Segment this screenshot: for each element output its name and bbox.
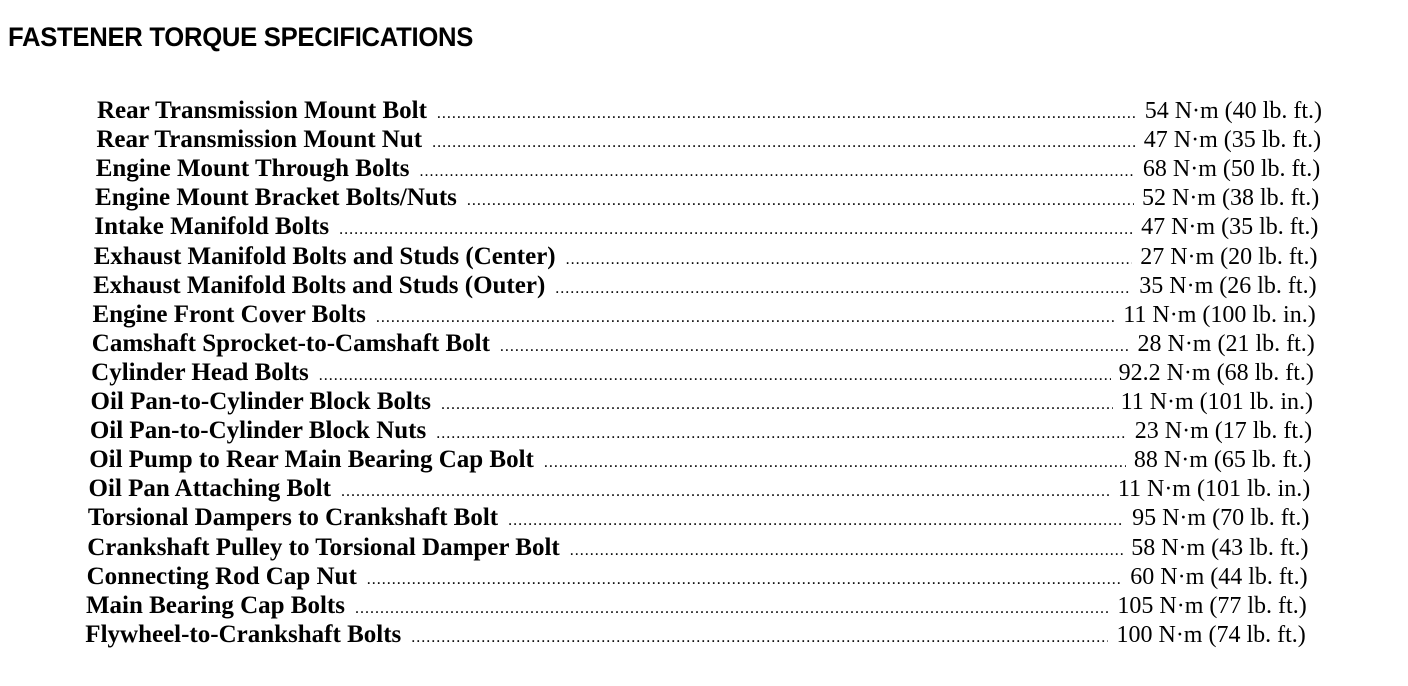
spec-value: 52 N·m (38 lb. ft.) [1141,185,1320,212]
spec-value: 11 N·m (101 lb. in.) [1117,476,1311,503]
spec-value: 60 N·m (44 lb. ft.) [1130,563,1308,590]
spec-value: 88 N·m (65 lb. ft.) [1133,447,1312,474]
spec-label: Engine Mount Through Bolts [95,155,410,183]
spec-label: Engine Front Cover Bolts [92,300,366,328]
dot-leader [437,105,1137,123]
spec-value: 105 N·m (77 lb. ft.) [1117,592,1307,619]
spec-row [96,155,1321,185]
dot-leader [376,309,1115,327]
spec-row [94,213,1318,243]
spec-value: 95 N·m (70 lb. ft.) [1132,505,1310,532]
dot-leader [570,542,1123,560]
spec-label: Intake Manifold Bolts [94,213,330,241]
spec-value: 11 N·m (101 lb. in.) [1120,389,1313,415]
spec-value: 47 N·m (35 lb. ft.) [1141,214,1319,241]
dot-leader [555,280,1131,298]
spec-row [88,504,1310,534]
spec-row [97,97,1322,127]
spec-label: Rear Transmission Mount Nut [96,126,423,154]
spec-value: 54 N·m (40 lb. ft.) [1144,98,1322,124]
spec-value: 28 N·m (21 lb. ft.) [1137,330,1315,357]
spec-label: Rear Transmission Mount Bolt [97,97,427,124]
spec-value: 27 N·m (20 lb. ft.) [1140,243,1318,270]
dot-leader [436,425,1127,443]
spec-row [86,592,1307,622]
spec-label: Camshaft Sprocket-to-Camshaft Bolt [91,329,490,357]
dot-leader [411,629,1108,647]
dot-leader [500,338,1130,356]
dot-leader [339,221,1133,239]
spec-row [89,475,1311,505]
spec-label: Exhaust Manifold Bolts and Studs (Center) [93,242,556,270]
dot-leader [432,134,1136,152]
spec-row [94,243,1318,273]
spec-value: 58 N·m (43 lb. ft.) [1131,534,1309,561]
spec-row [89,446,1311,476]
spec-value: 11 N·m (100 lb. in.) [1123,301,1316,328]
spec-row [95,184,1319,214]
spec-value: 92.2 N·m (68 lb. ft.) [1118,359,1314,386]
dot-leader [367,571,1123,589]
spec-label: Engine Mount Bracket Bolts/Nuts [95,184,457,212]
spec-row [92,330,1315,360]
dot-leader [467,192,1134,210]
dot-leader [419,163,1134,181]
spec-label: Connecting Rod Cap Nut [86,562,357,590]
page-title: FASTENER TORQUE SPECIFICATIONS [8,22,474,52]
spec-label: Flywheel-to-Crankshaft Bolts [85,620,402,648]
spec-row [92,301,1315,331]
spec-row [87,534,1308,564]
spec-label: Oil Pan-to-Cylinder Block Nuts [89,417,427,445]
spec-row [96,126,1321,156]
spec-row [91,388,1314,418]
spec-label: Oil Pan Attaching Bolt [88,475,331,503]
spec-label: Main Bearing Cap Bolts [85,591,345,619]
spec-label: Cylinder Head Bolts [91,358,309,386]
spec-row [90,417,1312,447]
spec-row [93,272,1317,302]
spec-value: 100 N·m (74 lb. ft.) [1116,621,1306,648]
dot-leader [355,600,1109,618]
spec-value: 23 N·m (17 lb. ft.) [1134,418,1313,445]
dot-leader [566,251,1133,269]
spec-label: Crankshaft Pulley to Torsional Damper Bolt [87,533,560,561]
spec-label: Exhaust Manifold Bolts and Studs (Outer) [93,271,546,299]
dot-leader [544,454,1126,472]
spec-value: 35 N·m (26 lb. ft.) [1139,272,1317,299]
spec-row [91,359,1314,389]
spec-label: Oil Pump to Rear Main Bearing Cap Bolt [89,446,534,474]
dot-leader [508,512,1124,530]
dot-leader [441,396,1113,414]
spec-value: 68 N·m (50 lb. ft.) [1142,156,1321,183]
spec-label: Torsional Dampers to Crankshaft Bolt [87,504,499,532]
spec-row [87,563,1308,593]
dot-leader [319,367,1111,385]
spec-label: Oil Pan-to-Cylinder Block Bolts [90,388,432,415]
dot-leader [341,483,1110,501]
spec-row [85,621,1306,651]
spec-value: 47 N·m (35 lb. ft.) [1143,127,1322,154]
